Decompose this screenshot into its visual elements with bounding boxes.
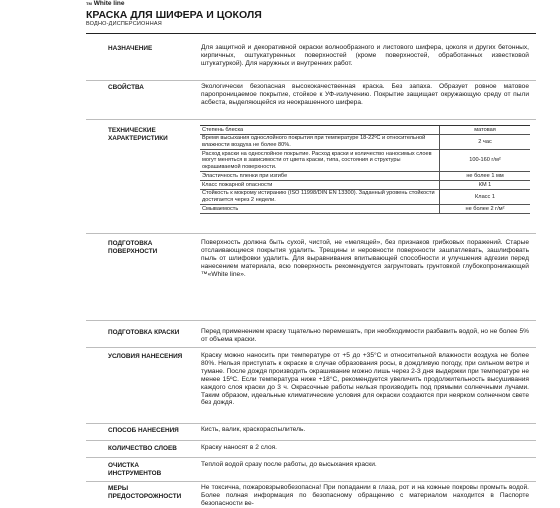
section-text: Теплой водой сразу после работы, до высыхания краски. — [201, 461, 377, 468]
section-text: Экологически безопасная высококачественная краска. Без запаха. Образует ровное матовое паропроницаемое покрытие, стойкое к УФ-излучению. Покрытие защищает окружающую среду от пыли асбеста, выделяющейся из неокрашенного шифера. — [201, 83, 529, 106]
spec-value: матовая — [440, 126, 531, 135]
section-label: КОЛИЧЕСТВО СЛОЕВ — [108, 445, 177, 452]
spec-value: 100-160 г/м² — [440, 150, 531, 172]
section-label: СПОСОБ НАНЕСЕНИЯ — [108, 427, 179, 434]
spec-name: Время высыхания однослойного покрытия при температуре 18-22ºС и относительной влажности воздуха не более 80%. — [200, 134, 440, 149]
spec-name: Расход краски на однослойное покрытие. Расход краски и количество наносимых слоев могут меняться в зависимости от цвета краски, типа, состояния и структуры окрашиваемой поверхности. — [200, 150, 440, 172]
specs-row — [200, 126, 530, 135]
section-label: ПОДГОТОВКА ПОВЕРХНОСТИ — [108, 240, 158, 255]
document-subtitle: ВОДНО-ДИСПЕРСИОННАЯ — [86, 21, 162, 27]
spec-value: не более 2 г/м² — [440, 205, 531, 214]
brand-line — [86, 0, 536, 8]
section-divider — [86, 440, 536, 441]
specs-row — [200, 180, 530, 189]
header-rule — [86, 33, 536, 34]
section-divider — [86, 457, 536, 458]
section-divider — [86, 481, 536, 482]
section-text: Краску наносят в 2 слоя. — [201, 444, 278, 451]
section-divider — [86, 119, 536, 120]
spec-name: Стойкость к мокрому истиранию (ISO 11998/DIN EN 13300). Заданный уровень стойкости достигается через 2 недели. — [200, 189, 440, 204]
specs-row — [200, 150, 530, 172]
section-label: ТЕХНИЧЕСКИЕ ХАРАКТЕРИСТИКИ — [108, 127, 168, 142]
spec-name: Степень блеска — [200, 126, 440, 135]
specs-row — [200, 205, 530, 214]
brand-name: White line — [93, 0, 125, 7]
section-label: МЕРЫ ПРЕДОСТОРОЖНОСТИ — [108, 485, 182, 500]
spec-value: 2 час — [440, 134, 531, 149]
section-text: Не токсична, пожаровзрывобезопасна! При попадании в глаза, рот и на кожные покровы промыть водой. Более полная информация по безопасному обращению с материалом находится в Паспорте безопасности ве- — [201, 484, 529, 507]
section-divider — [86, 80, 536, 81]
specs-table — [200, 125, 530, 214]
section-divider — [86, 233, 536, 234]
specs-row — [200, 189, 530, 204]
section-text: Для защитной и декоративной окраски волнообразного и листового шифера, цоколя и других бетонных, кирпичных, оштукатуренных поверхностей (кроме поверхностей, обработанных известковой штукатуркой). Для наружных и внутренних работ. — [201, 44, 529, 67]
spec-name: Класс пожарной опасности — [200, 180, 440, 189]
document-title: КРАСКА ДЛЯ ШИФЕРА И ЦОКОЛЯ — [86, 9, 262, 21]
section-divider — [86, 347, 536, 348]
spec-name: Смываемость — [200, 205, 440, 214]
trademark-mark: TM — [86, 1, 92, 6]
specs-row — [200, 172, 530, 181]
specs-row — [200, 134, 530, 149]
spec-value: КМ 1 — [440, 180, 531, 189]
document-header — [86, 0, 536, 28]
spec-value: Класс 1 — [440, 189, 531, 204]
section-label: ПОДГОТОВКА КРАСКИ — [108, 329, 180, 336]
spec-value: не более 1 мм — [440, 172, 531, 181]
section-divider — [86, 320, 536, 321]
section-divider — [86, 423, 536, 424]
spec-name: Эластичность пленки при изгибе — [200, 172, 440, 181]
section-text: Перед применением краску тщательно перемешать, при необходимости разбавить водой, но не более 5% от объема краски. — [201, 328, 529, 343]
section-text: Краску можно наносить при температуре от +5 до +35°С и относительной влажности воздуха не более 80%. Нельзя приступать к окраске в случае образования росы, в дождливую погоду, при сильном ветре и тумане. После дождя производить окрашивание можно лишь через 2-3 дня выдержки при температуре не менее 15ºС. Если температура ниже +18°С, рекомендуется увеличить продолжительность высушивания каждого слоя краски до 3 ч. Окрасочные работы нельзя производить под прямыми солнечными лучами. Таким образом, идеальные климатические условия для окраски создаются при неярком солнечном свете без дождя. — [201, 352, 529, 407]
section-label: УСЛОВИЯ НАНЕСЕНИЯ — [108, 353, 183, 360]
section-label: ОЧИСТКА ИНСТРУМЕНТОВ — [108, 462, 162, 477]
section-label: НАЗНАЧЕНИЕ — [108, 45, 153, 52]
section-text: Поверхность должна быть сухой, чистой, не «мелящей», без признаков грибковых поражений. Старые отслаивающиеся покрытия удалить. Трещины и неровности поверхности зашпатлевать, зашлифовать пыль от шлифовки удалить. Для выравнивания впитывающей способности и улучшения адгезии перед нанесением материала, всю поверхность рекомендуется загрунтовать грунтовкой глубокопроникающей ™«White line». — [201, 239, 529, 278]
section-label: СВОЙСТВА — [108, 84, 144, 91]
section-text: Кисть, валик, краскораспылитель. — [201, 426, 306, 433]
